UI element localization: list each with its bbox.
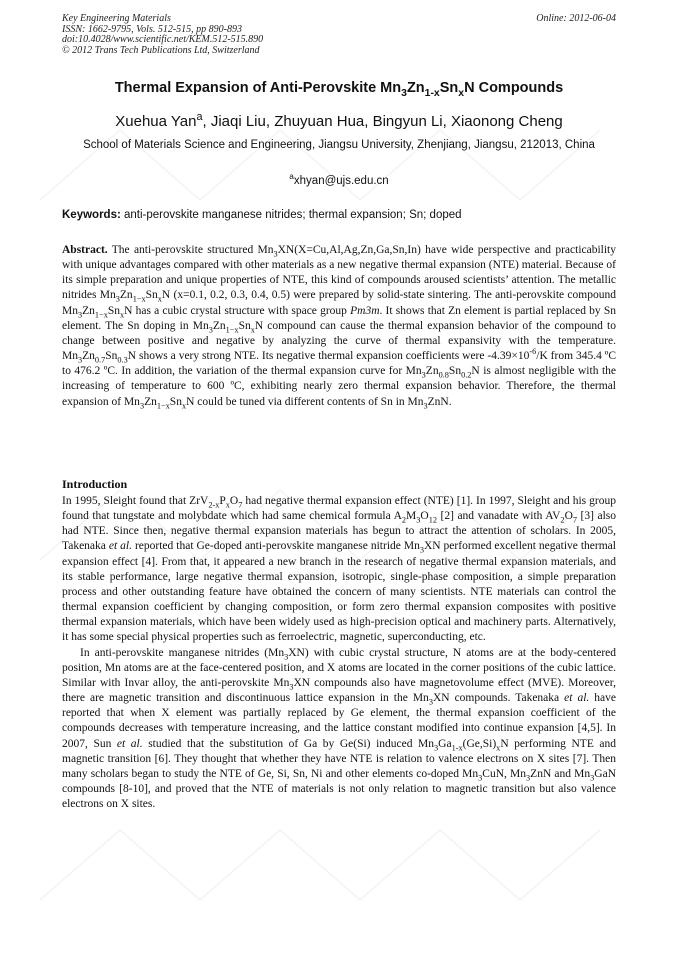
journal-copyright: © 2012 Trans Tech Publications Ltd, Switzerland — [62, 44, 260, 56]
abstract: Abstract. The anti-perovskite structured $Mn_3XN(X=Cu,Al,Ag,Zn,Ga,Sn,In)$ have wide perspective and practicability with unique advantages compared with other materials as a new negative thermal expansion (NTE) material. Because of its simple preparation and unique properties of NTE, this kind of compounds aroused scientists’ attention. The metallic nitrides $Mn_3Zn_{1-x}Sn_xN$ (x=0.1, 0.2, 0.3, 0.4, 0.5) were prepared by solid-state sintering. The anti-perovskite compound $Mn_3Zn_{1-x}Sn_xN$ has a cubic crystal structure with space group Pm3m. It shows that Zn element is partial replaced by Sn element. The Sn doping in $Mn_3Zn_{1-x}Sn_xN$ compound can cause the thermal expansion behavior of the compound to change between positive and negative by analyzing the curve of thermal expansivity with the temperature. $Mn_3Zn_{0.7}Sn_{0.3}N$ shows a very strong NTE. Its negative thermal expansion coefficients were $-4.39\times 10^{-6}/K$ from 345.4 ºC to 476.2 ºC. In addition, the variation of the thermal expansion curve for $Mn_3Zn_{0.8}Sn_{0.2}N$ is almost negligible with the increasing of temperature to 600 ºC, exhibiting nearly zero thermal expansion behavior. Therefore, the thermal expansion of $Mn_3Zn_{1-x}Sn_xN$ could be tuned via different contents of Sn in $Mn_3ZnN$. — [62, 244, 616, 410]
journal-name: Key Engineering Materials — [62, 13, 171, 24]
section-heading-introduction: Introduction — [62, 477, 128, 491]
journal-issn: ISSN: 1662-9795, Vols. 512-515, pp 890-893 — [62, 23, 242, 35]
intro-paragraph-1: In 1995, Sleight found that $ZrV_{2-x}P_xO_7$ had negative thermal expansion effect (NTE) [1]. In 1997, Sleight and his group found that tungstate and molybdate which had same chemical formula $A_2M_3O_{12}$ [2] and vanadate with $AV_2O_7$ [3] also had NTE. Since then, negative thermal expansion materials has begun to attract the attention of scholars. In 2005, Takenaka et al. reported that Ge-doped anti-perovskite manganese nitride $Mn_3XN$ performed excellent negative thermal expansion effect [4]. From that, it appeared a new branch in the research of negative thermal expansion materials, and its stable performance, large negative thermal expansion, isotropic, single-phase composition, a simple preparation process and other outstanding feature have obtained the concern of many scientists. NTE materials can control the thermal expansion coefficient by changing composition, or form zero thermal expansion composites with positive thermal expansion materials, which have been widely used as high-precision optical and machinery parts. Alternatively, it has some special physical properties such as ferroelectric, magnetic, superconducting, etc. — [62, 495, 616, 644]
keywords-label: Keywords: — [62, 209, 121, 221]
online-date: Online: 2012-06-04 — [536, 13, 616, 24]
paper-title: Thermal Expansion of Anti-Perovskite $Mn_3Zn_{1-x}Sn_xN$ Compounds — [114, 80, 564, 99]
author-email[interactable]: $^a$xhyan@ujs.edu.cn — [289, 172, 389, 187]
intro-paragraph-2: In anti-perovskite manganese nitrides $(Mn_3XN)$ with cubic crystal structure, N atoms are at the body-centered position, Mn atoms are at the face-centered position, and X atoms are located in the corner positions of the cubic lattice. Similar with Invar alloy, the anti-perovskite $Mn_3XN$ compounds also have magnetovolume effect (MVE). Moreover, there are magnetic transition and discontinuous lattice expansion in the $Mn_3XN$ compounds. Takenaka et al. have reported that when X element was partially replaced by Ge element, the thermal expansion coefficient of the compounds decreases with temperature increasing, and the lattice constant modified into continue expansion [4,5]. In 2007, Sun et al. studied that the substitution of Ga by Ge(Si) induced $Mn_3Ga_{1-x}(Ge,Si)_xN$ performing NTE and magnetic transition [6]. They thought that whether they have NTE is relation to valence electrons on X sites [7]. Then many scholars began to study the NTE of Ge, Si, Sn, Ni and other elements co-doped $Mn_3CuN$, $Mn_3ZnN$ and $Mn_3GaN$ compounds [8-10], and proved that the NTE of materials is not only relation to magnetic transition but also valence electrons on X sites. — [62, 646, 617, 811]
abstract-label: Abstract. — [62, 244, 108, 256]
affiliation: School of Materials Science and Engineering, Jiangsu University, Zhenjiang, Jiangsu, 212013, China — [83, 139, 595, 151]
introduction-body — [62, 494, 616, 812]
journal-header — [62, 14, 616, 56]
author-list: Xuehua Yan$^a$, Jiaqi Liu, Zhuyuan Hua, Bingyun Li, Xiaonong Cheng — [115, 111, 563, 130]
journal-doi[interactable]: doi:10.4028/www.scientific.net/KEM.512-515.890 — [62, 34, 264, 45]
keywords: Keywords: anti-perovskite manganese nitrides; thermal expansion; Sn; doped — [62, 209, 462, 221]
space-group: Pm3m — [350, 304, 380, 317]
